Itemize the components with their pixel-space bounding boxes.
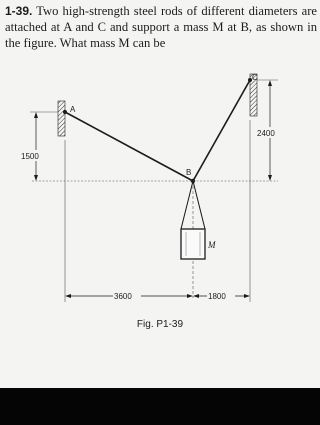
label-b: B bbox=[186, 168, 192, 177]
label-a: A bbox=[70, 105, 76, 114]
label-c: C bbox=[252, 73, 258, 82]
rod-ab bbox=[65, 112, 193, 181]
hanger-right bbox=[193, 181, 205, 229]
dim-right-height: 2400 bbox=[257, 129, 275, 138]
label-m: M bbox=[208, 240, 216, 250]
problem-text: Two high-strength steel rods of different diameters are attached at A and C and support a mass M at B, as shown in the figure. What mass M can be bbox=[5, 4, 317, 50]
problem-number: 1-39. bbox=[5, 4, 33, 18]
span-left-arrow-b bbox=[187, 294, 193, 298]
span-right-arrow-a bbox=[193, 294, 199, 298]
dim-left-height: 1500 bbox=[21, 152, 39, 161]
left-dim-arrow-bottom bbox=[34, 175, 38, 181]
left-wall-support bbox=[58, 101, 65, 136]
right-dim-arrow-bottom bbox=[268, 175, 272, 181]
span-left-arrow-a bbox=[65, 294, 71, 298]
dim-right-span: 1800 bbox=[208, 292, 226, 301]
dim-left-span: 3600 bbox=[114, 292, 132, 301]
hanger-left bbox=[181, 181, 193, 229]
mass-block bbox=[181, 229, 205, 259]
scan-edge-bar bbox=[0, 388, 320, 425]
rod-bc bbox=[193, 80, 250, 181]
right-dim-arrow-top bbox=[268, 80, 272, 86]
span-right-arrow-b bbox=[244, 294, 250, 298]
left-dim-arrow-top bbox=[34, 112, 38, 118]
joint-a bbox=[63, 110, 67, 114]
figure-caption: Fig. P1-39 bbox=[136, 319, 184, 330]
